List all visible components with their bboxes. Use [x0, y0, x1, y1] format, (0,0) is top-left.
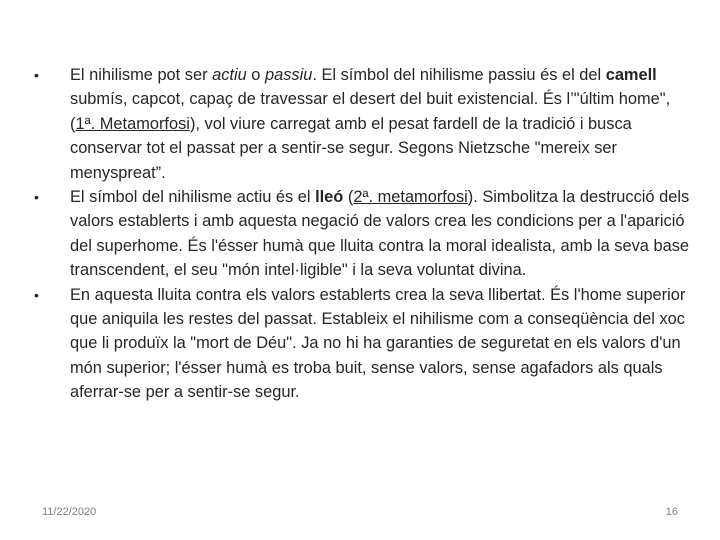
text-run-italic: passiu — [264, 66, 313, 84]
bullet-icon: • — [34, 67, 39, 83]
text-run: El nihilisme pot ser — [70, 66, 213, 84]
text-run: En aquesta lluita contra els valors establerts crea la seva llibertat. És l'home superior que aniquila les restes del passat. Estableix el nihilisme com a conseqüència del xoc que li produïx la "mort de Déu". Ja no hi ha garanties de seguretat en els valors d'un món superior; l'ésser humà es troba buit, sense valors, sense agafadors als quals aferrar-se per a sentir-se segur. — [70, 285, 686, 402]
bullet-text — [70, 63, 690, 185]
bullet-icon: • — [34, 189, 39, 206]
text-run: ), vol viure carregat amb el pesat fardell de la tradició i busca conservar tot el passat per a sentir-se segur. Segons Nietzsche "mereix ser menyspreat”. — [70, 114, 632, 182]
text-run: submís, capcot, capaç de travessar el desert del buit existencial. És l’"últim home", ( — [70, 90, 671, 133]
footer-date: 11/22/2020 — [42, 506, 97, 518]
text-run-bold: camell — [605, 66, 657, 84]
bullet-item-active-nihilism — [30, 185, 690, 283]
text-run-underlined: 1ª. Metamorfosi — [75, 114, 190, 133]
text-run: o — [246, 66, 265, 84]
bullet-item-freedom — [30, 283, 690, 405]
text-run-underlined: 2ª. metamorfosi — [353, 188, 468, 207]
bullet-item-passive-nihilism — [30, 63, 690, 185]
text-run: ( — [343, 188, 354, 207]
footer-page-number: 16 — [665, 506, 678, 518]
text-run: . El símbol del nihilisme passiu és el del — [312, 66, 606, 84]
text-run-bold: lleó — [315, 188, 344, 207]
bullet-list — [30, 63, 690, 405]
text-run-italic: actiu — [212, 66, 247, 84]
text-run: ). Simbolitza la destrucció dels valors establerts i amb aquesta negació de valors crea les condicions per a l'aparició del superhome. És l'ésser humà que lluita contra la moral idealista, amb la seva base transcendent, el seu "món intel·ligible" i la seva voluntat divina. — [70, 188, 690, 280]
text-run: El símbol del nihilisme actiu és el — [70, 188, 316, 207]
bullet-text — [70, 185, 690, 283]
bullet-text — [70, 283, 690, 405]
bullet-icon: • — [34, 286, 39, 303]
